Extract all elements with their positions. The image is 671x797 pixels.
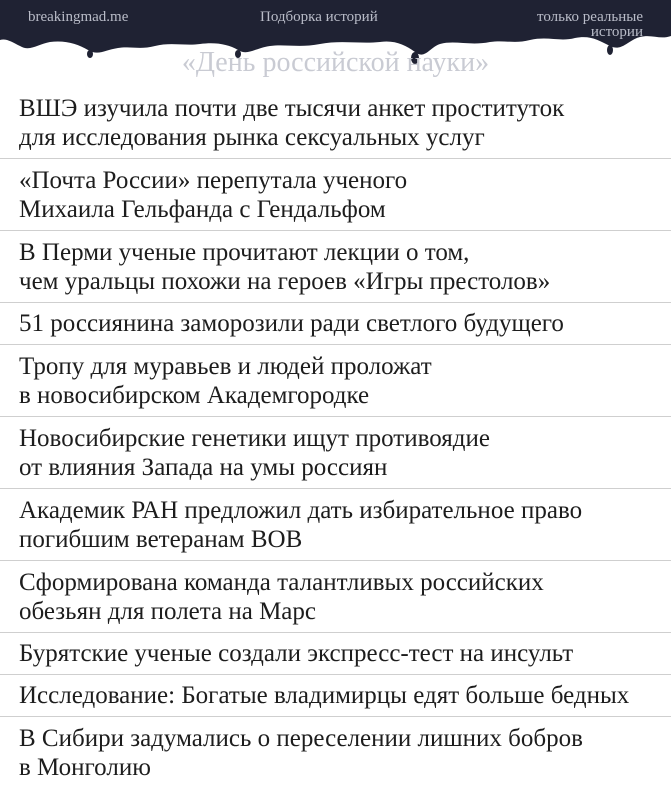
story-item[interactable]: В Сибири задумались о переселении лишних бобров в Монголию: [19, 725, 583, 781]
story-item[interactable]: Академик РАН предложил дать избирательное право погибшим ветеранам ВОВ: [0, 489, 671, 561]
story-item[interactable]: Бурятские ученые создали экспресс-тест на инсульт: [0, 633, 671, 675]
tagline: только реальные истории: [537, 9, 643, 40]
site-name[interactable]: breakingmad.me: [28, 9, 129, 25]
story-item[interactable]: В Перми ученые прочитают лекции о том, чем уральцы похожи на героев «Игры престолов»: [0, 231, 671, 303]
collection-label: Подборка историй: [260, 9, 378, 25]
story-item[interactable]: 51 россиянина заморозили ради светлого будущего: [0, 303, 671, 345]
story-item[interactable]: ВШЭ изучила почти две тысячи анкет проституток для исследования рынка сексуальных услуг: [0, 87, 671, 159]
page-title: «День российской науки»: [181, 47, 490, 78]
story-item[interactable]: Новосибирские генетики ищут противоядие от влияния Запада на умы россиян: [0, 417, 671, 489]
story-item[interactable]: Тропу для муравьев и людей проложат в новосибирском Академгородке: [0, 345, 671, 417]
story-item[interactable]: «Почта России» перепутала ученого Михаила Гельфанда с Гендальфом: [0, 159, 671, 231]
header-banner: [0, 0, 671, 84]
story-item[interactable]: Исследование: Богатые владимирцы едят больше бедных: [0, 675, 671, 717]
story-item[interactable]: Сформирована команда талантливых российских обезьян для полета на Марс: [0, 561, 671, 633]
story-list: [0, 87, 671, 789]
